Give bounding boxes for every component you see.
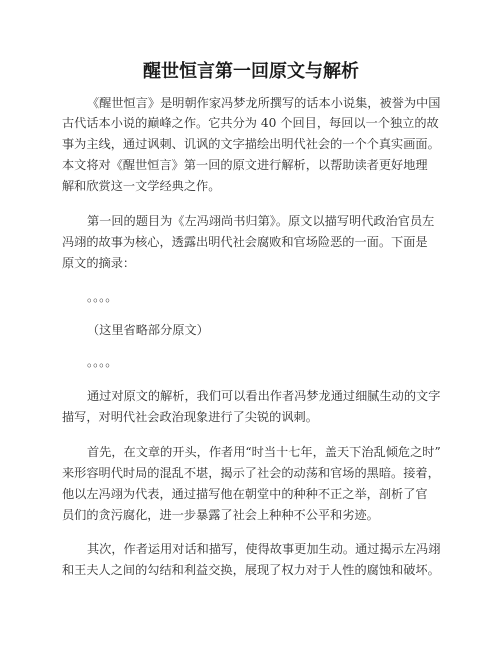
ellipsis-marker: 。。。。 (87, 355, 118, 369)
paragraph-3-line-2: 描写，对明代社会政治现象进行了尖锐的讽刺。 (62, 410, 318, 424)
paragraph-1-line-1: 《醒世恒言》是明朝作家冯梦龙所撰写的话本小说集，被誉为中国 (87, 96, 441, 110)
paragraph-2-line-1: 第一回的题目为《左冯翊尚书归第》。原文以描写明代政治官员左 (87, 214, 435, 228)
paragraph-1-line-5: 解和欣赏这一文学经典之作。 (62, 179, 221, 193)
omitted-text-note: （这里省略部分原文） (87, 323, 209, 337)
paragraph-2-line-2: 冯翊的故事为核心，透露出明代社会腐败和官场险恶的一面。下面是 (62, 235, 428, 249)
paragraph-4-line-1: 首先，在文章的开头，作者用“时当十七年，盖天下治乱倾危之时” (87, 445, 441, 459)
paragraph-4-line-2: 来形容明代时局的混乱不堪，揭示了社会的动荡和官场的黑暗。接着， (62, 466, 440, 480)
paragraph-1-line-2: 古代话本小说的巅峰之作。它共分为 40 个回目，每回以一个独立的故 (62, 116, 439, 130)
paragraph-1-line-3: 事为主线，通过讽刺、讥讽的文字描绘出明代社会的一个个真实画面。 (62, 137, 440, 151)
paragraph-5-line-1: 其次，作者运用对话和描写，使得故事更加生动。通过揭示左冯翊 (87, 542, 441, 556)
paragraph-4-line-3: 他以左冯翊为代表，通过描写他在朝堂中的种种不正之举，剖析了官 (62, 487, 428, 501)
page-title: 醒世恒言第一回原文与解析 (143, 61, 359, 82)
paragraph-1-line-4: 本文将对《醒世恒言》第一回的原文进行解析，以帮助读者更好地理 (62, 158, 428, 172)
paragraph-5-line-2: 和王夫人之间的勾结和利益交换，展现了权力对于人性的腐蚀和破坏。 (62, 563, 440, 577)
ellipsis-marker: 。。。。 (87, 290, 118, 304)
paragraph-3-line-1: 通过对原文的解析，我们可以看出作者冯梦龙通过细腻生动的文字 (87, 389, 441, 403)
paragraph-2-line-3: 原文的摘录： (62, 256, 136, 270)
paragraph-4-line-4: 员们的贪污腐化，进一步暴露了社会上种种不公平和劣迹。 (62, 508, 379, 522)
